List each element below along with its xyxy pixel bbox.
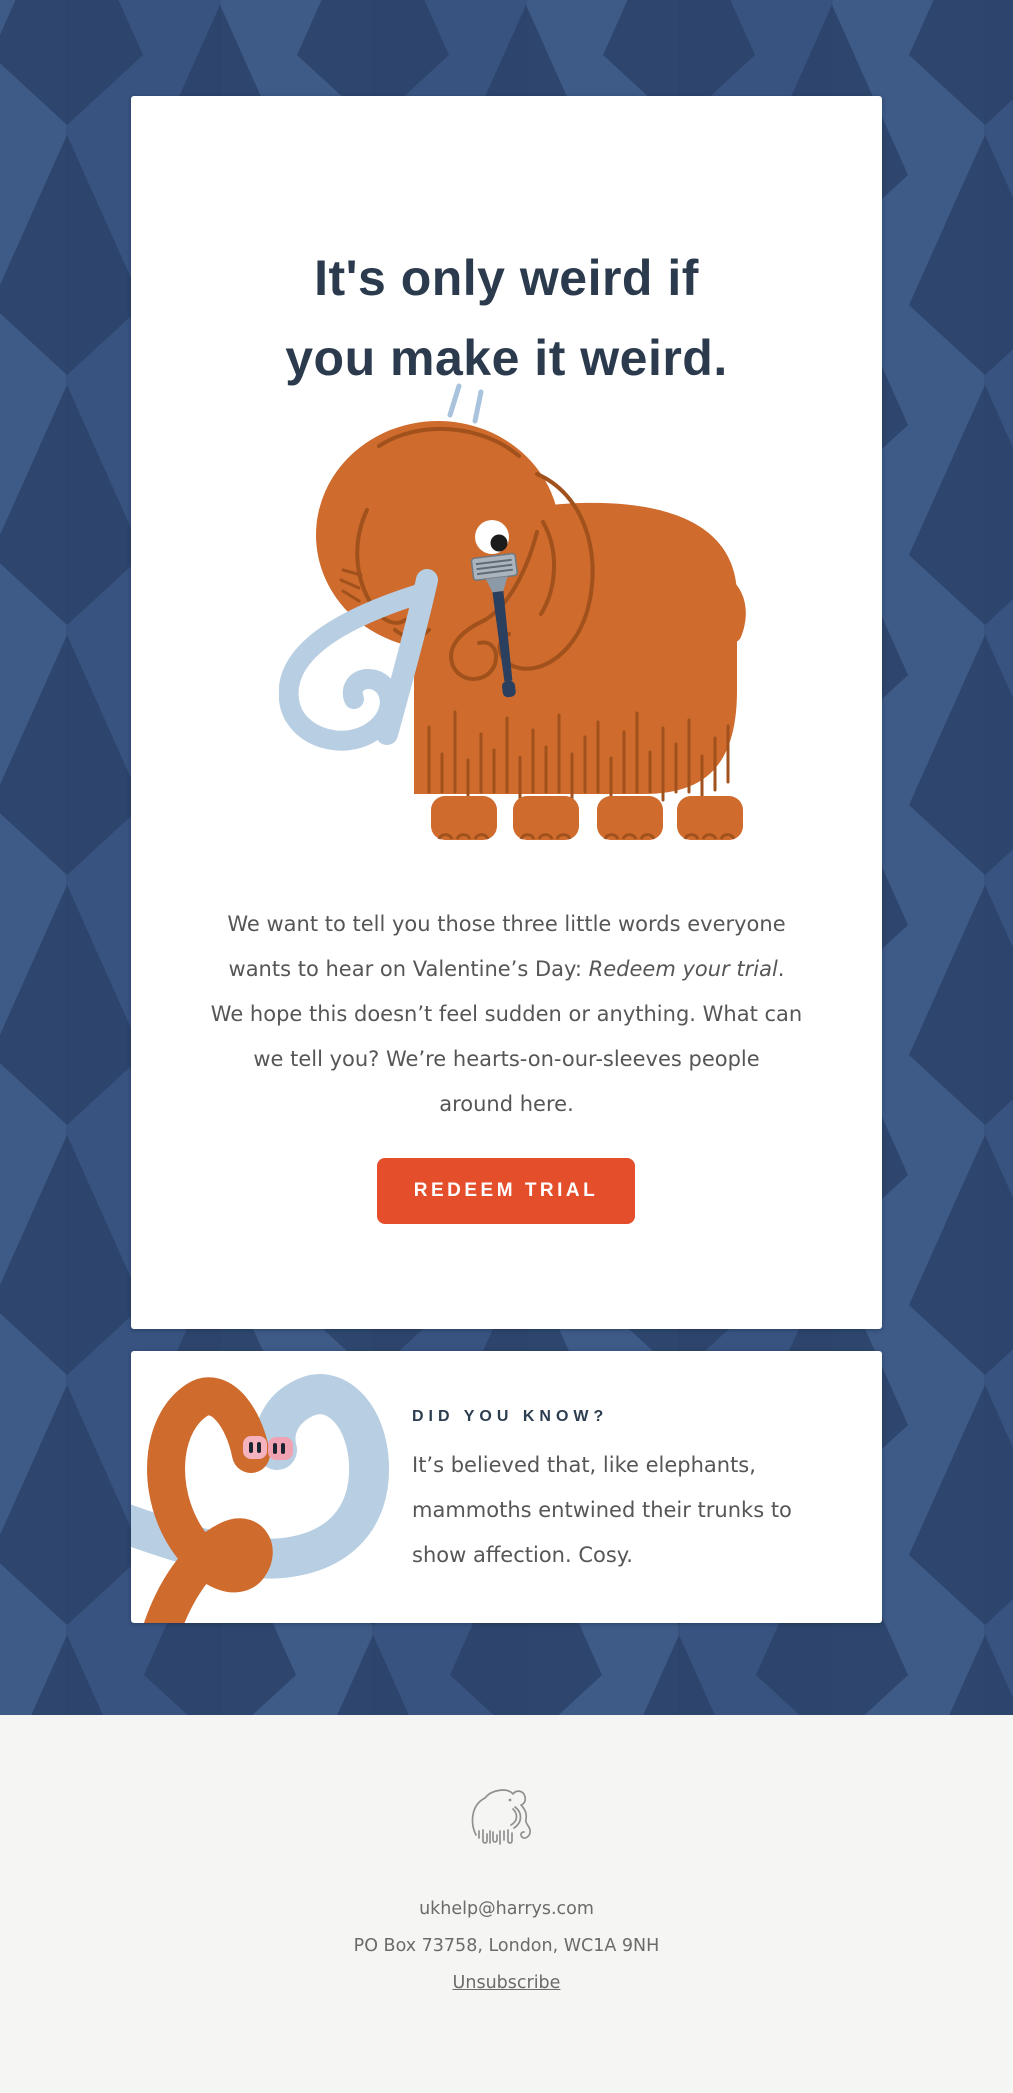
footer-email-address: ukhelp@harrys.com <box>419 1899 594 1919</box>
footer-unsubscribe-row <box>0 1972 1013 1994</box>
did-you-know-label: DID YOU KNOW? <box>412 1408 609 1425</box>
did-you-know-card <box>131 1351 882 1623</box>
fact-text <box>412 1443 812 1578</box>
hero-body-text <box>131 902 882 1127</box>
hero-title <box>131 238 882 398</box>
email-footer <box>0 1715 1013 2093</box>
unsubscribe-link[interactable]: Unsubscribe <box>452 1973 561 1993</box>
hero-card <box>131 96 882 1329</box>
hero-body-line2-italic: Redeem your trial <box>588 957 778 981</box>
harrys-mammoth-logo-icon <box>466 1785 546 1849</box>
hero-body-line2-post: . <box>777 957 785 981</box>
mammoth-razor-illustration <box>279 382 769 842</box>
fact-text-line: mammoths entwined their trunks to <box>412 1498 792 1522</box>
fact-text-line: show affection. Cosy. <box>412 1543 633 1567</box>
hero-body-line <box>131 947 882 992</box>
footer-postal-address: PO Box 73758, London, WC1A 9NH <box>353 1936 660 1956</box>
hero-body-line: We hope this doesn’t feel sudden or anything. What can <box>210 1002 803 1026</box>
hero-body-line: We want to tell you those three little words everyone <box>227 912 786 936</box>
hero-title-line2: you make it weird. <box>285 330 728 386</box>
hero-body-line: around here. <box>439 1092 574 1116</box>
hero-body-line2-pre: wants to hear on Valentine’s Day: <box>228 957 589 981</box>
hero-title-line1: It's only weird if <box>314 250 699 306</box>
fact-text-line: It’s believed that, like elephants, <box>412 1453 756 1477</box>
trunks-heart-illustration <box>131 1370 431 1623</box>
hero-body-line: we tell you? We’re hearts-on-our-sleeves people <box>253 1047 760 1071</box>
redeem-trial-button[interactable]: REDEEM TRIAL <box>377 1158 635 1224</box>
